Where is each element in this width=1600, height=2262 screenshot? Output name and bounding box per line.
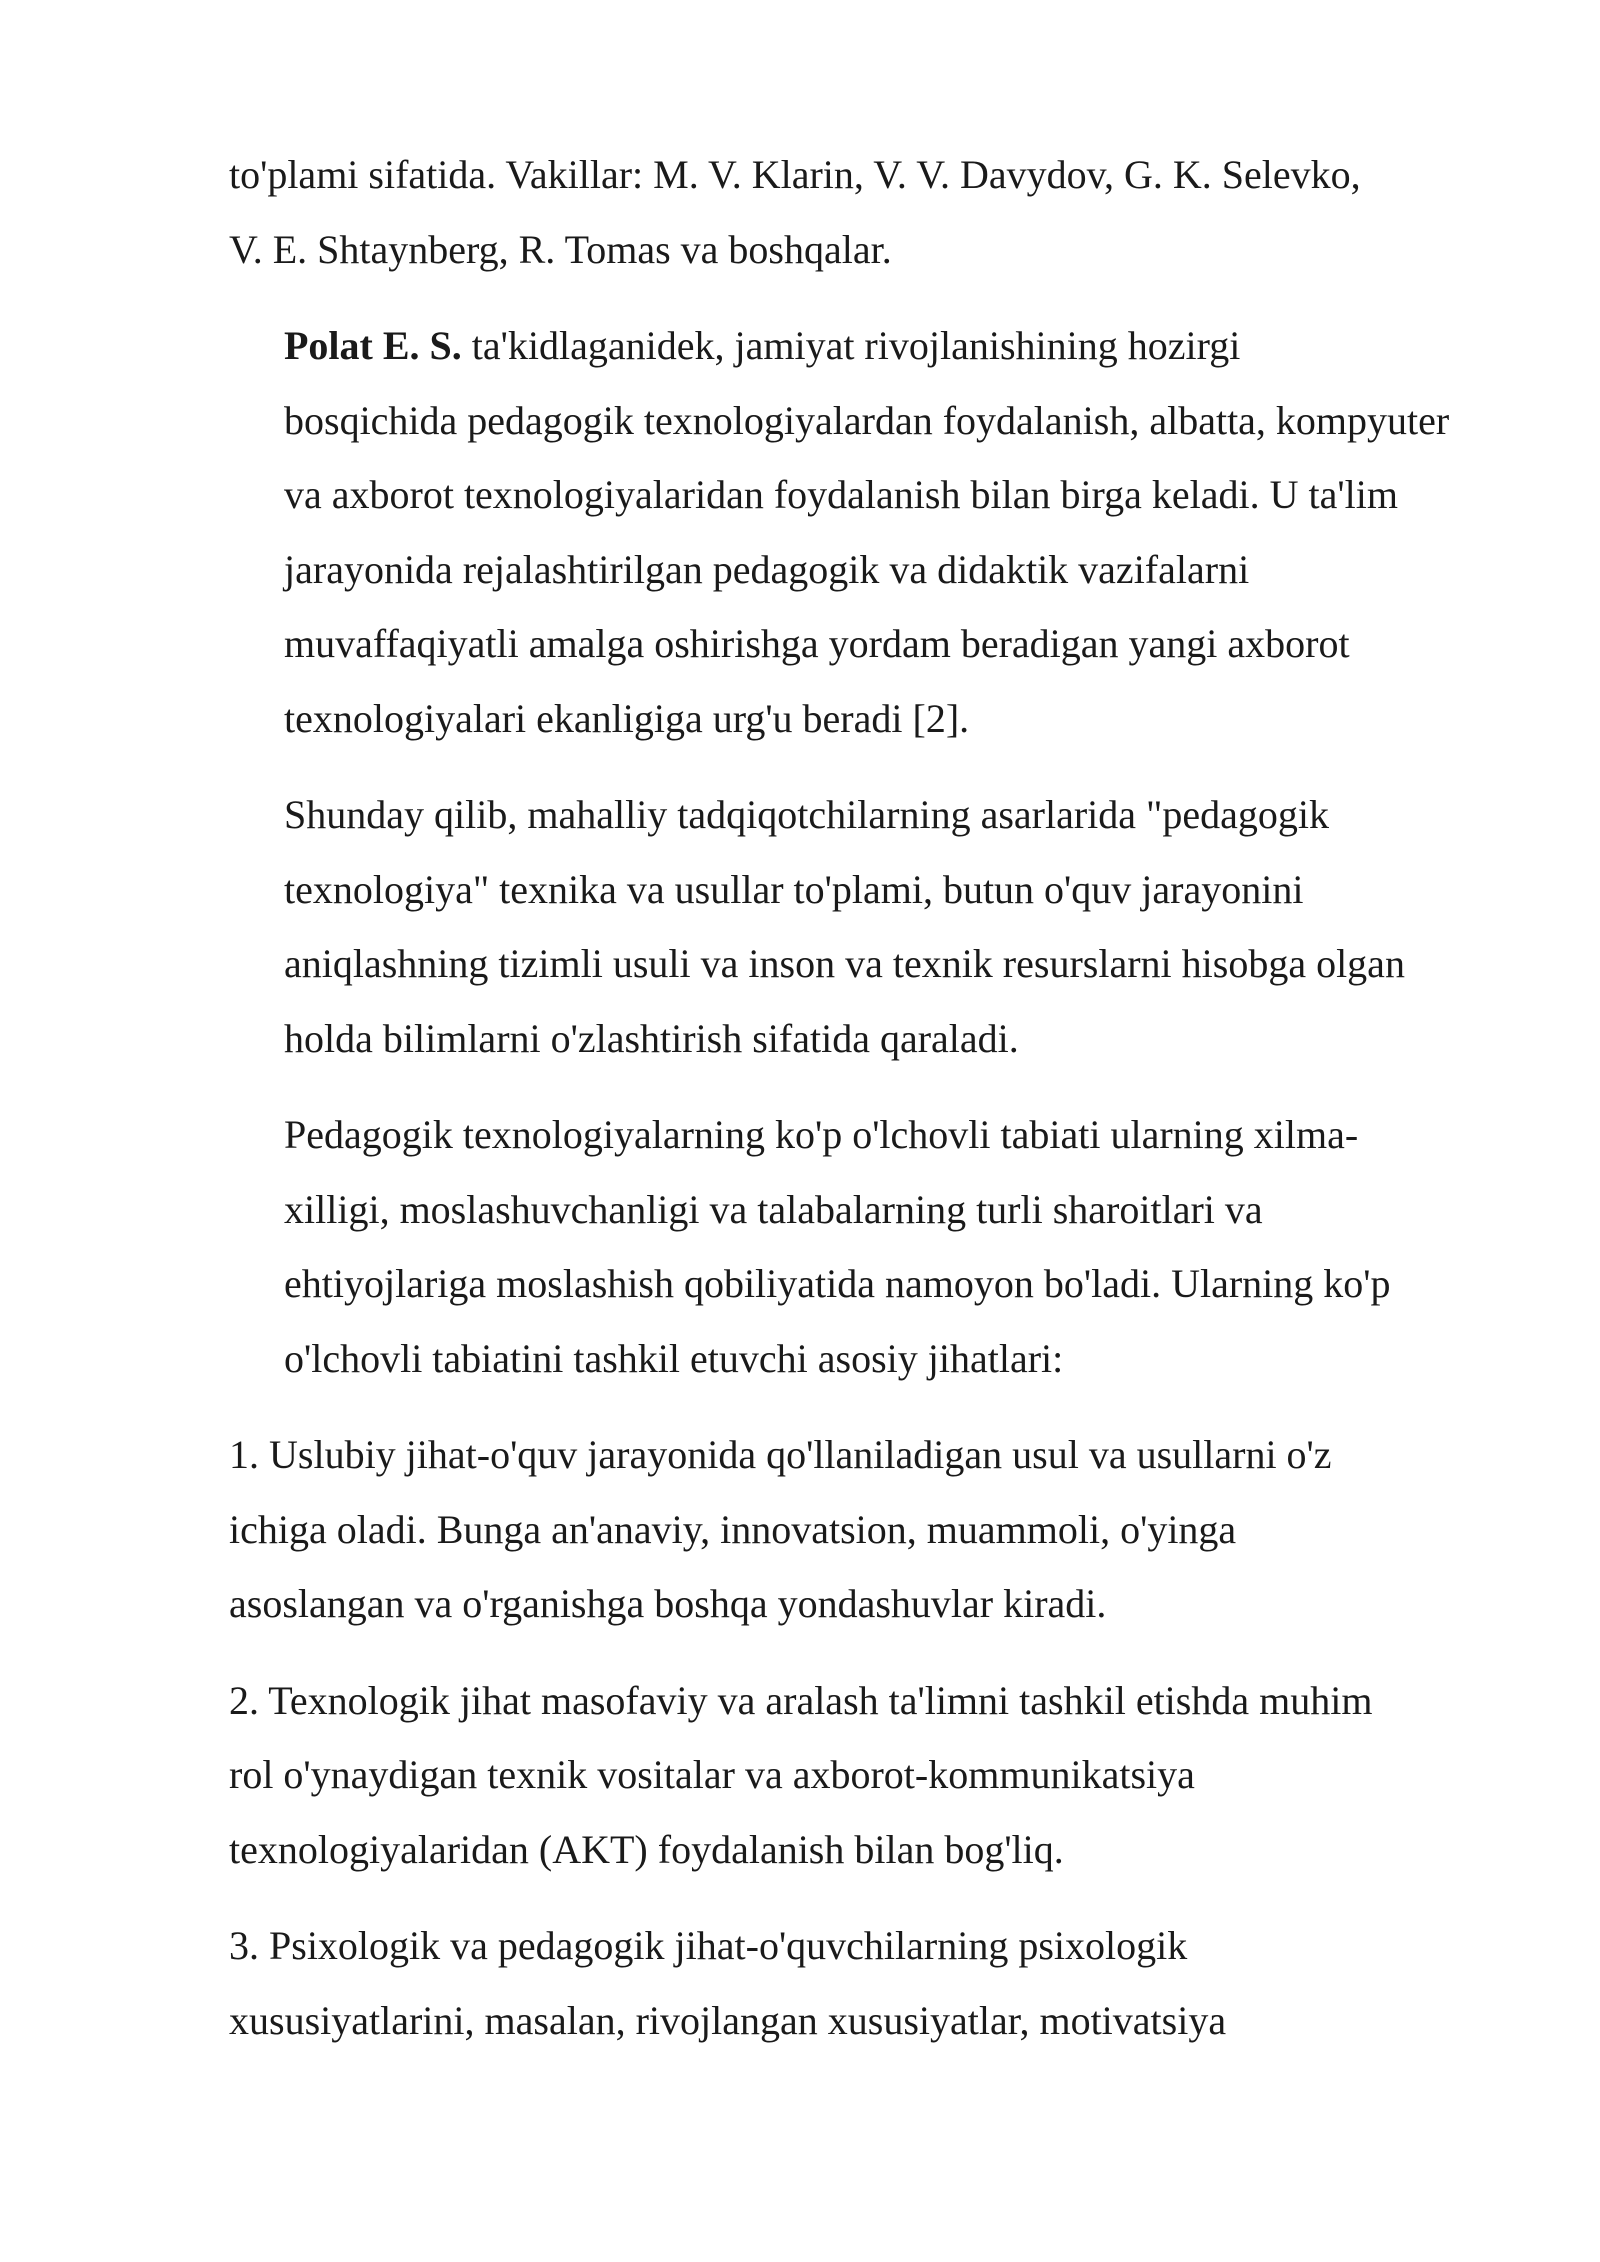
text-line: aniqlashning tizimli usuli va inson va texnik resurslarni hisobga olgan — [284, 941, 1405, 986]
paragraph-pedagogik — [229, 1098, 1529, 1396]
text-line: 1. Uslubiy jihat-o'quv jarayonida qo'llaniladigan usul va usullarni o'z — [229, 1432, 1332, 1477]
text-line: to'plami sifatida. Vakillar: M. V. Klarin, V. V. Davydov, G. K. Selevko, — [229, 152, 1361, 197]
list-item-1 — [229, 1418, 1529, 1642]
text-line: muvaffaqiyatli amalga oshirishga yordam beradigan yangi axborot — [284, 621, 1350, 666]
text-line: bosqichida pedagogik texnologiyalardan foydalanish, albatta, kompyuter — [284, 397, 1450, 443]
text-line — [229, 309, 1529, 384]
text-line: holda bilimlarni o'zlashtirish sifatida qaraladi. — [284, 1015, 1019, 1061]
text-line: 2. Texnologik jihat masofaviy va aralash ta'limni tashkil etishda muhim — [229, 1677, 1373, 1723]
text-line: ehtiyojlariga moslashish qobiliyatida namoyon bo'ladi. Ularning ko'p — [284, 1261, 1391, 1306]
text-line: xilligi, moslashuvchanligi va talabalarning turli sharoitlari va — [284, 1186, 1263, 1232]
paragraph-vakillar — [229, 138, 1529, 287]
list-item-2 — [229, 1664, 1529, 1888]
paragraph-polat — [229, 309, 1529, 756]
text-line: V. E. Shtaynberg, R. Tomas va boshqalar. — [229, 226, 892, 272]
text-line: ichiga oladi. Bunga an'anaviy, innovatsion, muammoli, o'yinga — [229, 1506, 1237, 1552]
text-line: va axborot texnologiyalaridan foydalanish bilan birga keladi. U ta'lim — [284, 472, 1398, 517]
text-line: o'lchovli tabiatini tashkil etuvchi asosiy jihatlari: — [284, 1335, 1064, 1381]
text-line: asoslangan va o'rganishga boshqa yondashuvlar kiradi. — [229, 1581, 1107, 1626]
text-line: xususiyatlarini, masalan, rivojlangan xususiyatlar, motivatsiya — [229, 1997, 1227, 2043]
text-fragment: ta'kidlaganidek, jamiyat rivojlanishining hozirgi — [461, 323, 1241, 368]
text-line: texnologiyalaridan (AKT) foydalanish bilan bog'liq. — [229, 1826, 1064, 1872]
paragraph-shunday — [229, 778, 1529, 1076]
text-line: Pedagogik texnologiyalarning ko'p o'lchovli tabiati ularning xilma- — [284, 1112, 1359, 1157]
text-line: Shunday qilib, mahalliy tadqiqotchilarning asarlarida "pedagogik — [284, 792, 1329, 837]
author-name: Polat E. S. — [284, 323, 462, 368]
list-item-3 — [229, 1909, 1529, 2058]
document-page — [229, 138, 1529, 2080]
text-line: jarayonida rejalashtirilgan pedagogik va didaktik vazifalarni — [284, 546, 1250, 592]
text-line: texnologiyalari ekanligiga urg'u beradi [2]. — [284, 695, 970, 741]
text-line: rol o'ynaydigan texnik vositalar va axborot-kommunikatsiya — [229, 1752, 1195, 1797]
text-line: 3. Psixologik va pedagogik jihat-o'quvchilarning psixologik — [229, 1923, 1188, 1968]
text-line: texnologiya" texnika va usullar to'plami, butun o'quv jarayonini — [284, 866, 1304, 912]
